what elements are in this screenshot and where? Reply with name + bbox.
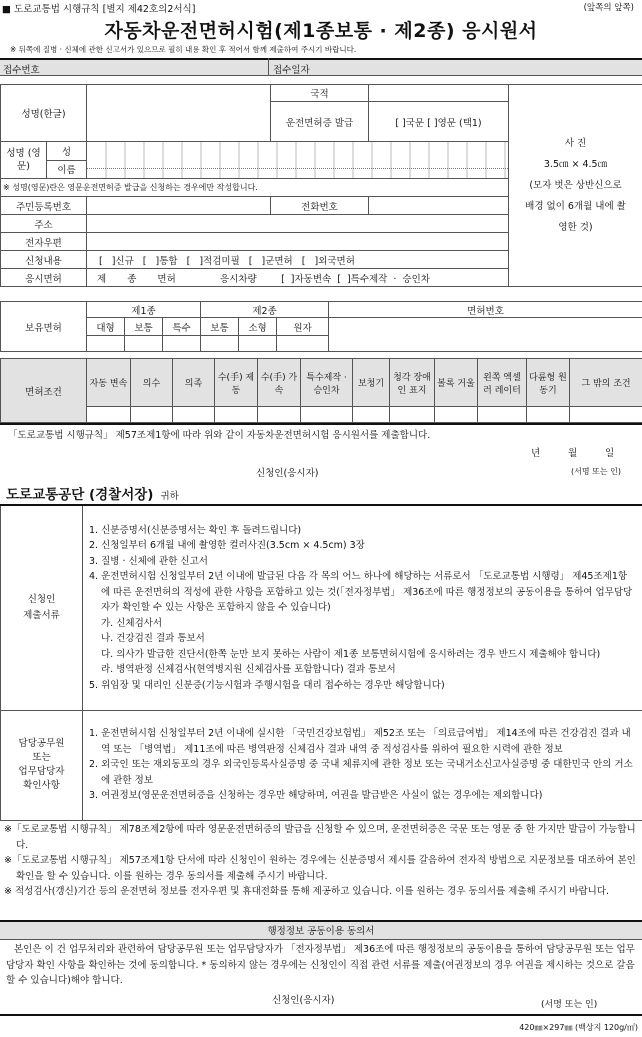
resident-number-label: 주민등록번호 [1, 197, 87, 215]
officer-item-3: 3. 여권정보(영문운전면허증을 신청하는 경우만 해당하며, 여권을 발급받은 사실이 없는 경우에는 제외합니다) [89, 790, 543, 802]
nationality-label: 국적 [271, 85, 369, 102]
owned-checkbox[interactable] [125, 336, 163, 352]
doc-item-4b: 나. 건강검진 결과 통보서 [101, 633, 205, 644]
owned-license-table [0, 301, 642, 352]
officer-label-4: 확인사항 [23, 780, 60, 791]
declaration-month: 월 [568, 448, 578, 459]
condition-multi-wheel: 다륜형 원동기 [527, 359, 570, 407]
photo-desc-1: (모자 벗은 상반신으로 [529, 180, 622, 191]
condition-special-vehicle: 특수제작 ·승인차 [301, 359, 353, 407]
doc-item-4c: 다. 의사가 발급한 진단서(한쪽 눈만 보지 못하는 사람이 제1종 보통면허시험에 응시하려는 경우 반드시 제출해야 합니다) [101, 648, 601, 660]
consent-title: 행정정보 공동이용 동의서 [0, 920, 642, 940]
apply-content-options[interactable]: [ ]신규 [ ]통합 [ ]적검미필 [ ]군면허 [ ]외국면허 [87, 251, 509, 269]
recipient-suffix: 귀하 [160, 491, 179, 502]
license-type-value[interactable]: 제 종 면허 [97, 273, 176, 285]
class1-label: 제1종 [87, 302, 201, 318]
name-english-label-cell [1, 142, 87, 179]
documents-label-2: 제출서류 [23, 609, 60, 621]
owned-checkbox[interactable] [201, 336, 239, 352]
form-title: 자동차운전면허시험(제1종보통 · 제2종) 응시원서 [104, 20, 538, 42]
phone-label: 전화번호 [271, 197, 369, 215]
consent-sign-hint[interactable]: (서명 또는 인) [541, 1000, 598, 1010]
condition-check[interactable] [435, 407, 478, 423]
consent-signer: 신청인(응시자) [272, 995, 335, 1006]
license-number-label: 면허번호 [329, 302, 642, 318]
law-reference: ■ 도로교통법 시행규칙 [별지 제42호의2서식] [2, 4, 196, 15]
condition-check[interactable] [527, 407, 570, 423]
consent-text: 본인은 이 건 업무처리와 관련하여 담당공무원 또는 업무담당자가 「전자정부법」 제36조에 따른 행정정보의 공동이용을 통하여 담당공무원 또는 업무담당자 확인 사항을 확인하는 것에 동의합니다. * 동의하지 않는 경우에는 신청인이 직접 관련 서류를 제출(여권정보의 경우 여권을 제시하는 것으로 갈음할 수 있습니다)해야 합니다. [6, 944, 635, 986]
condition-hand-brake: 수(手) 제동 [215, 359, 258, 407]
doc-item-2: 2. 신청일부터 6개월 내에 촬영한 컬러사진(3.5cm × 4.5cm) 3장 [89, 540, 365, 551]
class2-motorbike: 원자 [277, 318, 329, 336]
license-number-field[interactable] [329, 318, 642, 352]
documents-label-cell [1, 505, 83, 710]
condition-check[interactable] [478, 407, 527, 423]
condition-hearing-aid: 보청기 [353, 359, 390, 407]
photo-desc-2: 배경 없이 6개월 내에 촬 [525, 201, 626, 212]
surname-label: 성 [47, 142, 86, 161]
documents-list [83, 505, 642, 710]
phone-field[interactable] [369, 197, 509, 215]
license-issue-label: 운전면허증 발급 [271, 102, 369, 142]
condition-check[interactable] [173, 407, 215, 423]
condition-check[interactable] [131, 407, 173, 423]
condition-hand-accel: 수(手) 가속 [258, 359, 301, 407]
photo-size: 3.5㎝ × 4.5㎝ [543, 159, 608, 170]
doc-item-1: 1. 신분증명서(신분증명서는 확인 후 돌려드립니다) [89, 524, 302, 536]
name-korean-field[interactable] [87, 85, 271, 142]
condition-check[interactable] [258, 407, 301, 423]
recipient-main: 도로교통공단 (경찰서장) [6, 487, 154, 503]
side-note: (앞쪽의 앞쪽) [583, 3, 634, 13]
address-label: 주소 [1, 215, 87, 233]
condition-prosthetic-hand: 의수 [131, 359, 173, 407]
owned-checkbox[interactable] [239, 336, 277, 352]
condition-check[interactable] [570, 407, 642, 423]
receipt-row [0, 58, 642, 76]
receipt-number-label: 접수번호 [3, 65, 40, 76]
owned-checkbox[interactable] [87, 336, 125, 352]
given-name-label: 이름 [57, 165, 76, 177]
condition-other: 그 밖의 조건 [570, 359, 642, 407]
condition-left-accel: 왼쪽 엑셀러 레이터 [478, 359, 527, 407]
officer-label-cell [1, 710, 83, 820]
notice-1: ※「도로교통법 시행규칙」 제78조제2항에 따라 영문운전면허증의 발급을 신청할 수 있으며, 운전면허증은 국문 또는 영문 중 한 가지만 발급이 가능합니다. [4, 824, 636, 851]
recipient-line [6, 483, 179, 503]
officer-label-1: 담당공무원 [18, 738, 65, 749]
class2-ordinary: 보통 [201, 318, 239, 336]
doc-item-4: 4. 운전면허시험 신청일부터 2년 이내에 발급된 다음 각 목의 어느 하나에 해당하는 서류로서 「도로교통법 시행령」 제45조제1항에 따른 운전면허의 적성에 관한 사항을 포함하고 있는 것(「전자정부법」 제36조에 따른 행정정보의 공동이용을 통하여 업무담당자가 확인할 수 있는 사항은 포함하지 않을 수 있습니다) [89, 571, 633, 613]
owned-checkbox[interactable] [277, 336, 329, 352]
receipt-date-label: 접수일자 [273, 65, 310, 76]
class2-small: 소형 [239, 318, 277, 336]
paper-spec: 420㎜×297㎜ (백상지 120g/㎡) [519, 1023, 638, 1032]
doc-item-3: 3. 질병 · 신체에 관한 신고서 [89, 555, 208, 567]
declaration-signer: 신청인(응시자) [256, 468, 319, 479]
notice-2: ※「도로교통법 시행규칙」 제57조제1항 단서에 따라 신청인이 원하는 경우에는 신분증명서 제시를 갈음하여 전자적 방법으로 지문정보를 대조하여 본인 확인을 할 수 있습니다. 이를 원하는 경우 동의서를 제출해 주시기 바랍니다. [4, 855, 636, 882]
owned-license-label: 보유면허 [1, 302, 87, 352]
class1-large: 대형 [87, 318, 125, 336]
officer-item-1: 1. 운전면허시험 신청일부터 2년 이내에 실시한 「국민건강보험법」 제52조 또는 「의료급여법」 제14조에 따른 건강검진 결과 내역 또는 「병역법」 제11조에 따른 병역판정 신체검사 결과 내역 중 적성검사를 위하여 필요한 시력에 관한 정보 [89, 728, 631, 755]
owned-checkbox[interactable] [163, 336, 201, 352]
nationality-field[interactable] [369, 85, 509, 102]
condition-check[interactable] [390, 407, 435, 423]
email-label: 전자우편 [1, 233, 87, 251]
resident-number-field[interactable] [87, 197, 271, 215]
class1-ordinary: 보통 [125, 318, 163, 336]
applicant-table [0, 84, 642, 287]
condition-check[interactable] [87, 407, 131, 423]
vehicle-label: 응시차량 [220, 273, 257, 285]
doc-item-4d: 라. 병역판정 신체검사(현역병지원 신체검사를 포함합니다) 결과 통보서 [101, 664, 396, 675]
declaration-day: 일 [605, 448, 615, 459]
license-issue-options[interactable]: [ ]국문 [ ]영문 (택1) [369, 102, 509, 142]
photo-box [509, 85, 642, 287]
notice-3: ※ 적성검사(갱신)기간 등의 운전면허 정보를 전자우편 및 휴대전화를 통해 제공하고 있습니다. 이를 원하는 경우 동의서를 제출해 주시기 바랍니다. [4, 886, 610, 897]
name-korean-label: 성명(한글) [1, 85, 87, 142]
name-english-grid[interactable] [87, 142, 509, 179]
address-field[interactable] [87, 215, 509, 233]
sub-note: ※ 뒤쪽에 질병 · 신체에 관한 신고서가 있으므로 필히 내용 확인 후 적어서 함께 제출하여 주시기 바랍니다. [10, 45, 357, 54]
notices [4, 822, 638, 900]
officer-list [83, 710, 642, 820]
condition-check[interactable] [301, 407, 353, 423]
name-english-label: 성명 (영문) [1, 142, 47, 178]
officer-item-2: 2. 외국인 또는 재외동포의 경우 외국인등록사실증명 중 국내 체류지에 관한 정보 또는 국내거소신고사실증명 중 대한민국 안의 거소에 관한 정보 [89, 759, 633, 786]
class2-label: 제2종 [201, 302, 329, 318]
license-type-label: 응시면허 [1, 269, 87, 287]
documents-label-1: 신청인 [27, 593, 56, 605]
email-field[interactable] [87, 233, 509, 251]
class1-special: 특수 [163, 318, 201, 336]
doc-item-4a: 가. 신체검사서 [101, 617, 163, 629]
apply-content-label: 신청내용 [1, 251, 87, 269]
conditions-table [0, 358, 642, 423]
declaration-sign-hint[interactable]: (서명 또는 인) [571, 467, 621, 476]
condition-hearing-sign: 청각 장애인 표지 [390, 359, 435, 407]
condition-convex-mirror: 볼록 거울 [435, 359, 478, 407]
photo-title: 사 진 [564, 138, 587, 149]
photo-desc-3: 영한 것) [558, 222, 593, 233]
declaration-year: 년 [531, 448, 541, 459]
declaration-text: 「도로교통법 시행규칙」 제57조제1항에 따라 위와 같이 자동차운전면허시험 응시원서를 제출합니다. [8, 430, 431, 441]
conditions-label: 면허조건 [1, 359, 87, 423]
vehicle-options[interactable]: [ ]자동변속 [ ]특수제작 · 승인차 [281, 273, 430, 285]
condition-prosthetic-leg: 의족 [173, 359, 215, 407]
officer-label-2: 또는 [32, 752, 51, 763]
condition-check[interactable] [215, 407, 258, 423]
officer-label-3: 업무담당자 [18, 766, 65, 777]
condition-auto: 자동 변속 [87, 359, 131, 407]
english-name-note: ※ 성명(영문)란은 영문운전면허증 발급을 신청하는 경우에만 작성합니다. [1, 179, 509, 197]
condition-check[interactable] [353, 407, 390, 423]
doc-item-5: 5. 위임장 및 대리인 신분증(기능시험과 주행시험을 대리 접수하는 경우만 해당합니다) [89, 679, 445, 691]
license-type-row [87, 269, 642, 287]
documents-table [0, 504, 642, 821]
